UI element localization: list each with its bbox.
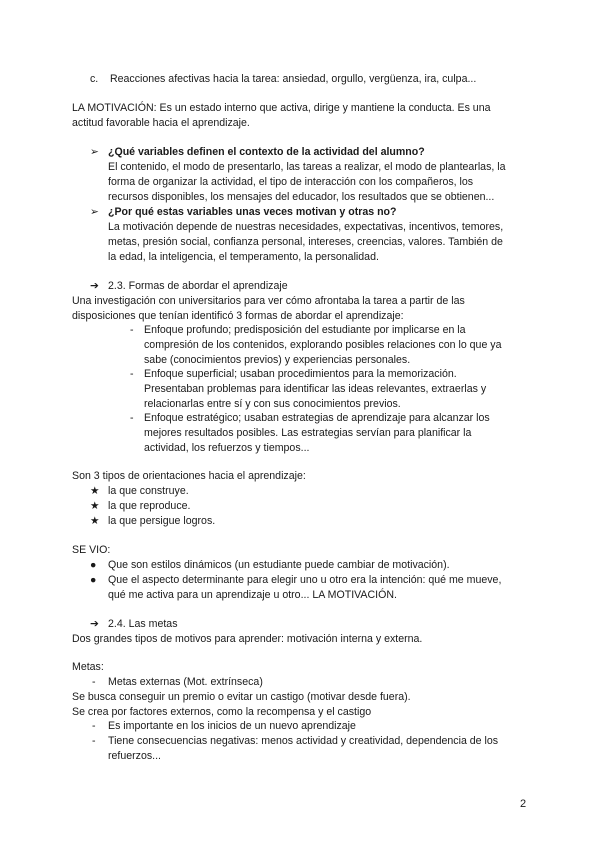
list-item-line: Que son estilos dinámicos (un estudiante puede cambiar de motivación). — [108, 559, 450, 571]
star-bullet-icon: ★ — [90, 500, 100, 512]
paragraph-line: disposiciones que tenían identificó 3 formas de abordar el aprendizaje: — [72, 310, 404, 322]
arrow-right-icon: ➔ — [90, 280, 99, 292]
dash-bullet: - — [92, 720, 96, 732]
list-item-text: Metas externas (Mot. extrínseca) — [108, 676, 263, 688]
list-item-line: actividad, los refuerzos y tiempos... — [144, 442, 310, 454]
answer-line: metas, presión social, confianza personal, intereses, creencias, valores. También de — [108, 236, 503, 248]
paragraph-line: Son 3 tipos de orientaciones hacia el aprendizaje: — [72, 470, 306, 482]
list-item-line: relacionarlas entre sí y con sus conocimientos previos. — [144, 398, 401, 410]
list-item-text: Reacciones afectivas hacia la tarea: ansiedad, orgullo, vergüenza, ira, culpa... — [110, 73, 477, 85]
list-item-line: Que el aspecto determinante para elegir uno u otro era la intención: qué me mueve, — [108, 574, 502, 586]
paragraph-line: Se busca conseguir un premio o evitar un castigo (motivar desde fuera). — [72, 691, 411, 703]
dash-bullet: - — [130, 324, 134, 336]
list-item-line: Tiene consecuencias negativas: menos actividad y creatividad, dependencia de los — [108, 735, 499, 747]
answer-line: forma de organizar la actividad, el tipo de interacción con los compañeros, los — [108, 176, 474, 188]
list-item-line: refuerzos... — [108, 750, 161, 762]
list-item-line: Presentaban problemas para identificar las ideas relevantes, extraerlas y — [144, 383, 487, 395]
page-number: 2 — [520, 798, 527, 810]
paragraph-line: Se crea por factores externos, como la recompensa y el castigo — [72, 706, 372, 718]
list-item-line: Enfoque estratégico; usaban estrategias de aprendizaje para alcanzar los — [144, 412, 490, 424]
list-item-line: compresión de los contenidos, explorando posibles relaciones con lo que ya — [144, 339, 502, 351]
section-heading: 2.4. Las metas — [108, 618, 178, 630]
motivacion-definition-line: actitud favorable hacia el aprendizaje. — [72, 117, 250, 129]
list-item-line: Enfoque superficial; usaban procedimientos para la memorización. — [144, 368, 457, 380]
answer-line: recursos disponibles, los mensajes del educador, los resultados que se obtienen... — [108, 191, 495, 203]
paragraph-line: Dos grandes tipos de motivos para aprender: motivación interna y externa. — [72, 633, 423, 645]
star-bullet-icon: ★ — [90, 515, 100, 527]
dash-bullet: - — [92, 676, 96, 688]
answer-line: El contenido, el modo de presentarlo, las tareas a realizar, el modo de plantearlas, la — [108, 161, 506, 173]
dash-bullet: - — [130, 412, 134, 424]
list-item-text: la que construye. — [108, 485, 189, 497]
paragraph-line: Metas: — [72, 661, 104, 673]
list-item-line: Es importante en los inicios de un nuevo aprendizaje — [108, 720, 356, 732]
list-item-line: Enfoque profundo; predisposición del estudiante por implicarse en la — [144, 324, 466, 336]
list-marker-c: c. — [90, 73, 99, 85]
motivacion-definition-line: LA MOTIVACIÓN: Es un estado interno que activa, dirige y mantiene la conducta. Es una — [72, 102, 491, 114]
paragraph-line: Una investigación con universitarios para ver cómo afrontaba la tarea a partir de las — [72, 295, 465, 307]
list-item-text: la que reproduce. — [108, 500, 191, 512]
list-item-line: sabe (conocimientos previos) y experiencias personales. — [144, 354, 411, 366]
star-bullet-icon: ★ — [90, 485, 100, 497]
dot-bullet-icon: ● — [90, 574, 97, 586]
dash-bullet: - — [92, 735, 96, 747]
list-item-line: qué me activa para un aprendizaje u otro... LA MOTIVACIÓN. — [108, 589, 397, 601]
arrowhead-bullet-icon: ➢ — [90, 146, 99, 158]
answer-line: La motivación depende de nuestras necesidades, expectativas, incentivos, temores, — [108, 221, 504, 233]
list-item-text: la que persigue logros. — [108, 515, 216, 527]
section-heading: 2.3. Formas de abordar el aprendizaje — [108, 280, 288, 292]
list-item-line: mejores resultados posibles. Las estrategias servían para planificar la — [144, 427, 472, 439]
arrowhead-bullet-icon: ➢ — [90, 206, 99, 218]
question-heading: ¿Qué variables definen el contexto de la actividad del alumno? — [108, 146, 425, 158]
answer-line: la edad, la inteligencia, el temperamento, la personalidad. — [108, 251, 379, 263]
dash-bullet: - — [130, 368, 134, 380]
arrow-right-icon: ➔ — [90, 618, 99, 630]
dot-bullet-icon: ● — [90, 559, 97, 571]
question-heading: ¿Por qué estas variables unas veces motivan y otras no? — [108, 206, 397, 218]
paragraph-line: SE VIO: — [72, 544, 111, 556]
